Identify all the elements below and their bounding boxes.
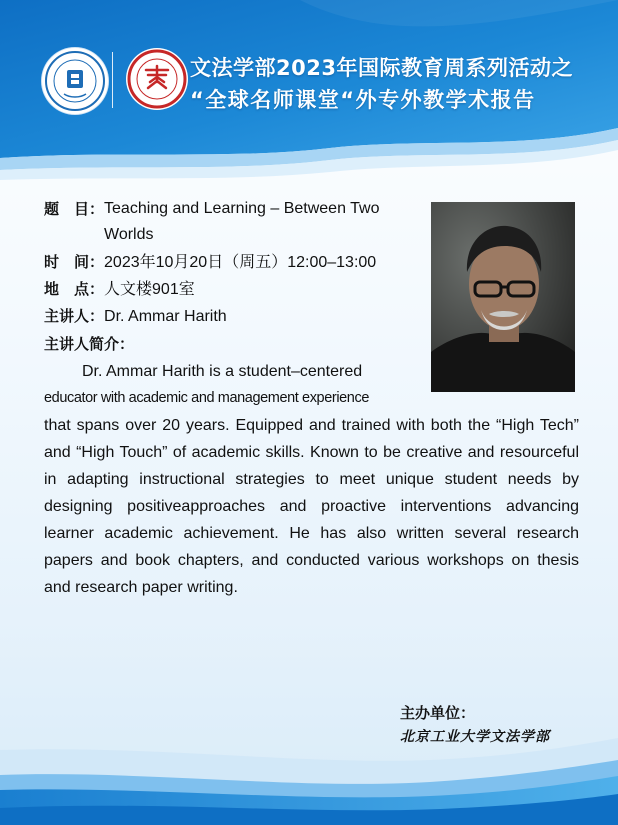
topic-label: 题 目： [44,200,105,218]
time-label: 时 间： [44,253,105,271]
organizer-name: 北京工业大学文法学部 [400,729,550,745]
footer-wave [0,690,618,825]
topic-value: Teaching and Learning – Between Two Worlds [104,200,380,243]
speaker-row [44,303,227,330]
time-value: 2023年10月20日（周五）12:00–13:00 [104,254,377,271]
faculty-seal-logo [126,48,188,110]
place-label: 地 点： [44,280,105,298]
bio-intro [44,358,416,412]
topic-row [44,196,414,248]
logo-divider [112,52,113,108]
time-row [44,249,376,276]
speaker-label: 主讲人： [44,307,105,325]
event-title-line1: 文法学部2023年国际教育周系列活动之 [190,56,573,80]
speaker-photo [431,202,575,392]
bio-label: 主讲人简介： [44,335,135,353]
place-value: 人文楼901室 [104,281,195,298]
place-row [44,276,195,303]
university-logo [42,48,108,114]
event-title-line2: “全球名师课堂“外专外教学术报告 [190,88,536,112]
bio-line1: Dr. Ammar Harith is a student–centered [82,363,363,380]
bio-line2: educator with academic and management experience [44,390,369,406]
bio-heading [44,331,134,358]
bio-paragraph: that spans over 20 years. Equipped and trained with both the “High Tech” and “High Touch” of academic skills. Known to be creative and resourceful in adapting instructional strategies to meet unique student needs by designing positiveapproaches and proactive interventions advancing learner academic achievement. He has also written several research papers and book chapters, and conducted various workshops on thesis and research paper writing. [44,417,579,596]
speaker-value: Dr. Ammar Harith [104,308,227,325]
organizer-label: 主办单位： [400,704,476,722]
